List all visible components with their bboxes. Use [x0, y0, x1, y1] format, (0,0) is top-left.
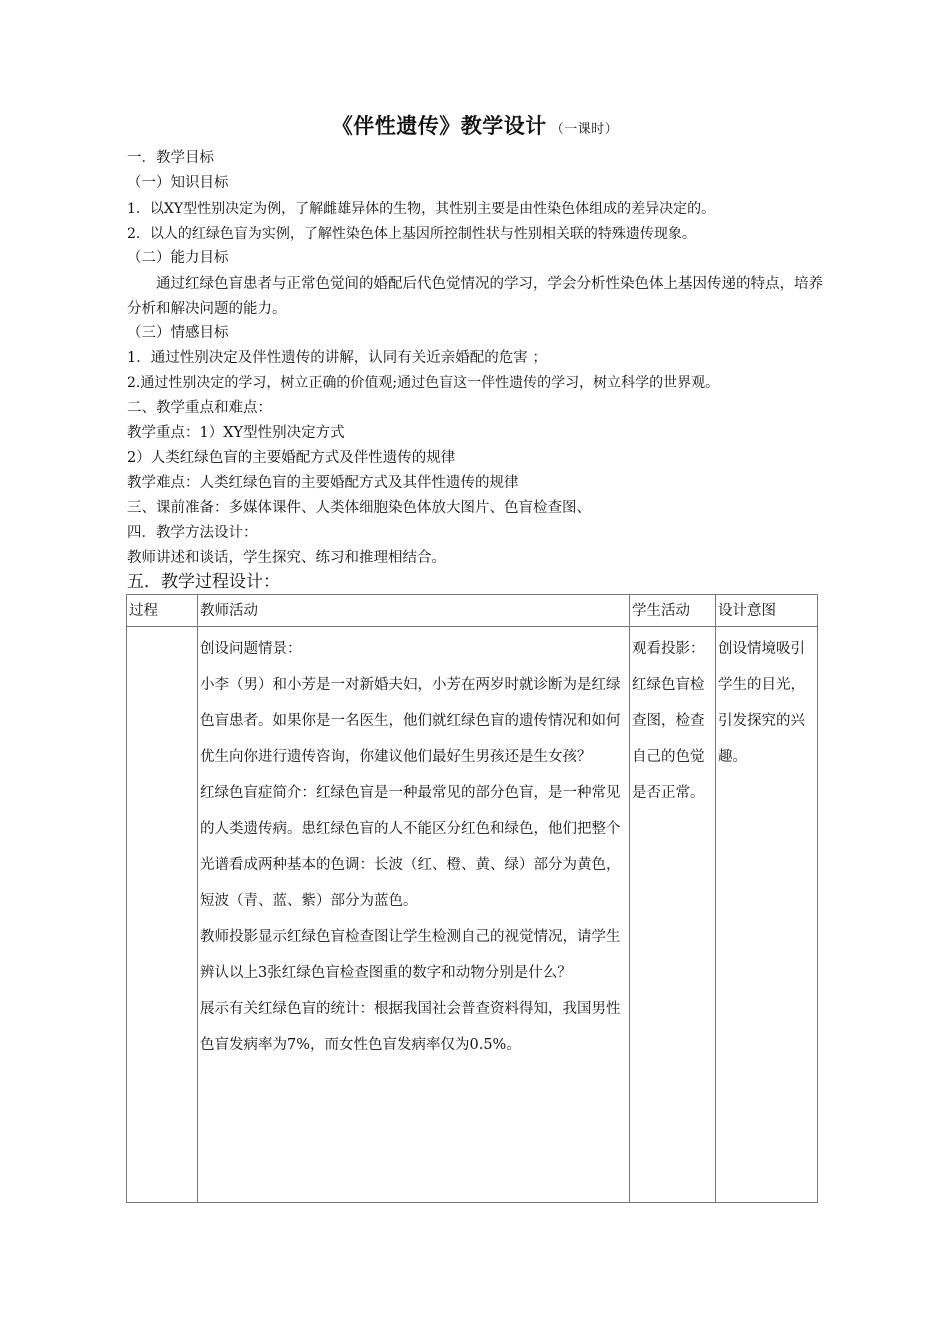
- title-main: 《伴性遗传》教学设计: [331, 114, 547, 138]
- process-table: [126, 594, 818, 1203]
- ability-paragraph: 通过红绿色盲患者与正常色觉间的婚配后代色觉情况的学习，学会分析性染色体上基因传递的特点，培养分析和解决问题的能力。: [127, 276, 823, 317]
- teacher-scenario-heading: 创设问题情景：: [200, 641, 302, 657]
- header-intent: 设计意图: [716, 595, 818, 627]
- method-text: 教师讲述和谈话，学生探究、练习和推理相结合。: [127, 550, 446, 566]
- cell-process: [127, 627, 198, 1203]
- heading-method: 四．教学方法设计：: [127, 525, 258, 541]
- teacher-statistics-text: 展示有关红绿色盲的统计：根据我国社会普查资料得知，我国男性色盲发病率为7%，而女性色盲发病率仅为0.5%。: [200, 1001, 621, 1053]
- emotion-item-2: 2.通过性别决定的学习，树立正确的价值观;通过色盲这一伴性遗传的学习，树立科学的世界观。: [127, 375, 720, 391]
- knowledge-item-1: 1．以XY型性别决定为例，了解雌雄异体的生物，其性别主要是由性染色体组成的差异决定的。: [127, 201, 716, 217]
- key-point-1: 教学重点：1）XY型性别决定方式: [127, 425, 345, 441]
- cell-teacher: [198, 627, 630, 1203]
- key-point-2: 2）人类红绿色盲的主要婚配方式及伴性遗传的规律: [127, 450, 456, 466]
- cell-student: 观看投影：红绿色盲检查图，检查自己的色觉是否正常。: [630, 627, 716, 1203]
- heading-preparation: 三、课前准备：多媒体课件、人类体细胞染色体放大图片、色盲检查图、: [127, 500, 591, 516]
- title-sub: （一课时）: [550, 122, 619, 137]
- heading-emotion: （三）情感目标: [127, 325, 229, 341]
- difficulty-point: 教学难点：人类红绿色盲的主要婚配方式及其伴性遗传的规律: [127, 475, 519, 491]
- cell-intent: 创设情境吸引学生的目光，引发探究的兴趣。: [716, 627, 818, 1203]
- heading-key-points: 二、教学重点和难点：: [127, 400, 272, 416]
- teacher-intro-text: 红绿色盲症简介：红绿色盲是一种最常见的部分色盲，是一种常见的人类遗传病。患红绿色盲的人不能区分红色和绿色，他们把整个光谱看成两种基本的色调：长波（红、橙、黄、绿）部分为黄色，短波（青、蓝、紫）部分为蓝色。: [200, 785, 621, 909]
- heading-process: 五．教学过程设计：: [127, 572, 280, 592]
- heading-knowledge: （一）知识目标: [127, 175, 229, 191]
- heading-objectives: 一．教学目标: [127, 150, 214, 166]
- header-process: 过程: [127, 595, 198, 627]
- teacher-scenario-text: 小李（男）和小芳是一对新婚夫妇，小芳在两岁时就诊断为是红绿色盲患者。如果你是一名医生，他们就红绿色盲的遗传情况和如何优生向你进行遗传咨询，你建议他们最好生男孩还是生女孩？: [200, 677, 621, 765]
- knowledge-item-2: 2．以人的红绿色盲为实例，了解性染色体上基因所控制性状与性别相关联的特殊遗传现象。: [127, 226, 696, 242]
- header-teacher: 教师活动: [198, 595, 630, 627]
- document-title: [0, 110, 950, 140]
- emotion-item-1: 1．通过性别决定及伴性遗传的讲解，认同有关近亲婚配的危害 ；: [127, 350, 547, 366]
- table-row: [127, 627, 818, 1203]
- header-student: 学生活动: [630, 595, 716, 627]
- teacher-projection-text: 教师投影显示红绿色盲检查图让学生检测自己的视觉情况，请学生辨认以上3张红绿色盲检查图重的数字和动物分别是什么？: [200, 929, 621, 981]
- table-header-row: [127, 595, 818, 627]
- heading-ability: （二）能力目标: [127, 250, 229, 266]
